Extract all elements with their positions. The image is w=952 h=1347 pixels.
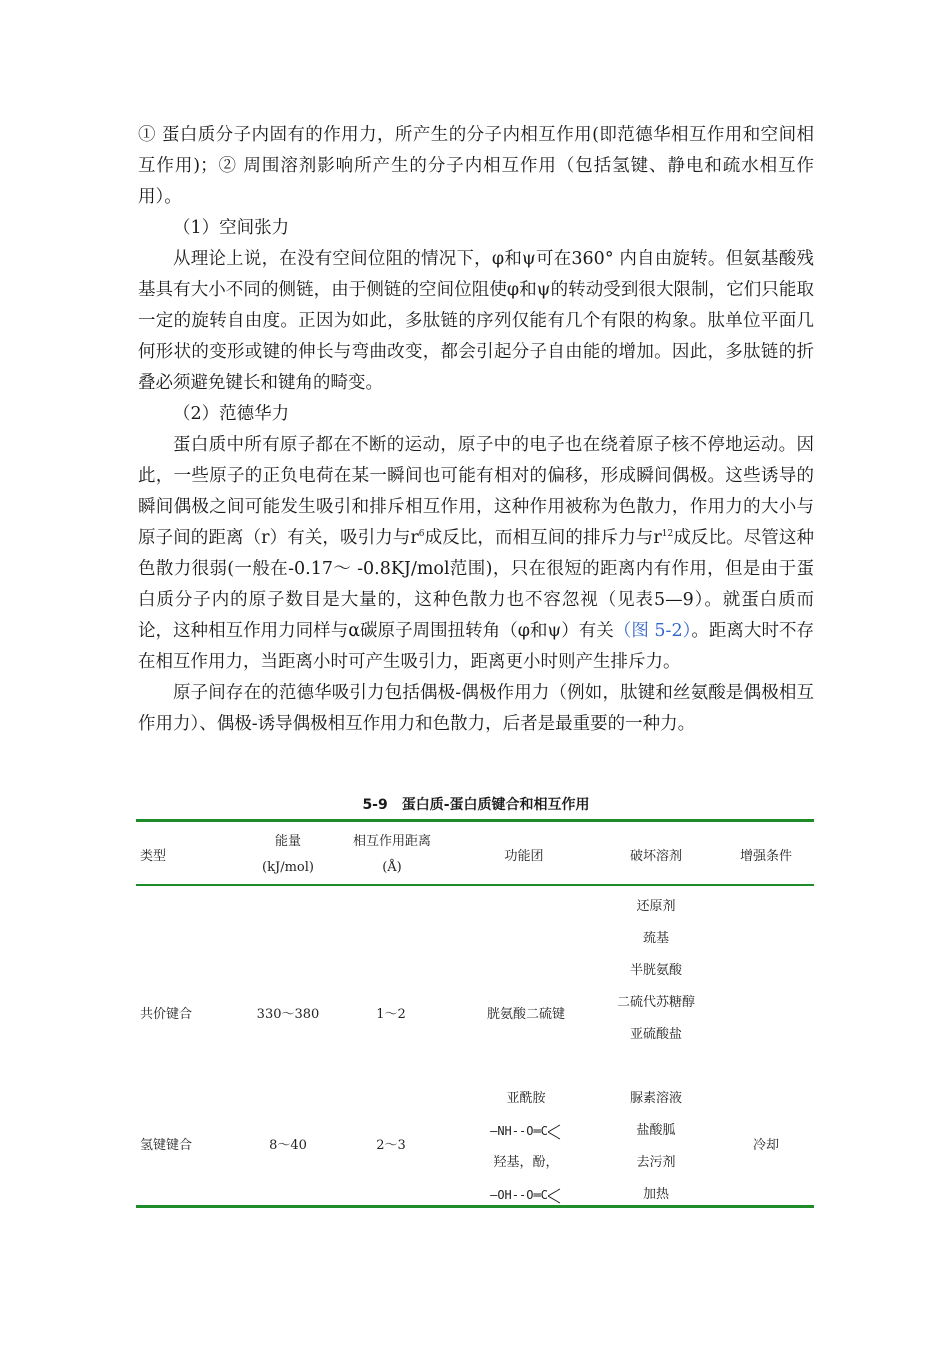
row-hbond-energy: 8～40 — [269, 1138, 307, 1153]
text-run: 成反比，而相互间的排斥力与r — [424, 528, 662, 548]
header-distance — [336, 829, 448, 881]
header-type: 类型 — [140, 849, 167, 864]
section-heading-vdw: （2）范德华力 — [173, 404, 290, 424]
header-energy — [248, 829, 328, 881]
paragraph-vdw-types: 原子间存在的范德华吸引力包括偶极-偶极作用力（例如，肽键和丝氨酸是偶极相互作用力）、偶极-诱导偶极相互作用力和色散力，后者是最重要的一种力。 — [138, 683, 814, 734]
row-covalent-group: 胱氨酸二硫键 — [486, 1007, 565, 1022]
table-caption: 5-9 蛋白质-蛋白质键合和相互作用 — [362, 797, 590, 813]
row-hbond-condition: 冷却 — [752, 1138, 779, 1153]
figure-link[interactable]: （图 5-2） — [613, 621, 692, 641]
document-body — [138, 120, 814, 740]
superscript: 6 — [418, 529, 425, 540]
paragraph-steric: 从理论上说，在没有空间位阻的情况下，φ和ψ可在360° 内自由旋转。但氨基酸残基具有大小不同的侧链，由于侧链的空间位阻使φ和ψ的转动受到很大限制，它们只能取一定的旋转自由度。正因为如此，多肽链的序列仅能有几个有限的构象。肽单位平面几何形状的变形或键的伸长与弯曲改变，都会引起分子自由能的增加。因此，多肽链的折叠必须避免键长和键角的畸变。 — [138, 249, 814, 393]
row-hbond-distance: 2～3 — [376, 1138, 406, 1153]
header-energy-unit: (kJ/mol) — [262, 860, 314, 875]
bond-branch-icon — [548, 1122, 562, 1142]
solvent-item: 亚硫酸盐 — [629, 1027, 682, 1042]
solvent-item: 半胱氨酸 — [629, 963, 682, 978]
paragraph-intro: ① 蛋白质分子内固有的作用力，所产生的分子内相互作用(即范德华相互作用和空间相互作用)；② 周围溶剂影响所产生的分子内相互作用（包括氢键、静电和疏水相互作用）。 — [138, 125, 814, 207]
group-formula: —OH--O═C — [490, 1188, 548, 1202]
header-condition: 增强条件 — [739, 849, 792, 864]
row-hbond-type: 氢键键合 — [140, 1138, 193, 1153]
bonding-table — [136, 819, 814, 1209]
solvent-item: 巯基 — [642, 931, 669, 946]
header-distance-label: 相互作用距离 — [352, 834, 431, 849]
solvent-item: 还原剂 — [636, 899, 676, 914]
group-structure-nh — [466, 1115, 586, 1147]
superscript: 12 — [661, 529, 674, 540]
solvent-item: 脲素溶液 — [629, 1091, 682, 1106]
paragraph-vdw — [138, 430, 814, 678]
group-item: 亚酰胺 — [506, 1091, 546, 1106]
group-structure-oh — [466, 1179, 586, 1211]
table-top-rule — [136, 819, 814, 822]
header-energy-label: 能量 — [274, 834, 301, 849]
row-covalent-distance: 1～2 — [376, 1007, 406, 1022]
group-formula: —NH--O═C — [490, 1124, 548, 1138]
row-covalent-energy: 330～380 — [256, 1007, 320, 1022]
solvent-item: 去污剂 — [636, 1155, 676, 1170]
solvent-item: 盐酸胍 — [636, 1123, 676, 1138]
header-group: 功能团 — [504, 849, 544, 864]
section-heading-steric: （1）空间张力 — [173, 218, 290, 238]
solvent-item: 加热 — [642, 1187, 669, 1202]
text-run: 。距离大时不存在相互作用力，当距离小时可产生吸引力，距离更小时则产生排斥力。 — [138, 621, 814, 672]
header-distance-unit: (Å) — [382, 860, 402, 875]
text-run: 成反比。尽管这种色散力很弱(一般在-0.17～ -0.8KJ/mol范围)，只在很短的距离内有作用，但是由于蛋白质分子内的原子数目是大量的，这种色散力也不容忽视（见表5—9）。就蛋白质而论，这种相互作用力同样与α碳原子周围扭转角（φ和ψ）有关 — [138, 528, 814, 641]
row-hbond-solvents — [606, 1083, 706, 1211]
row-hbond-groups — [466, 1083, 586, 1211]
text-run: 蛋白质中所有原子都在不断的运动，原子中的电子也在绕着原子核不停地运动。因此，一些原子的正负电荷在某一瞬间也可能有相对的偏移，形成瞬间偶极。这些诱导的瞬间偶极之间可能发生吸引和排斥相互作用，这种作用被称为色散力，作用力的大小与原子间的距离（r）有关，吸引力与r — [138, 435, 814, 548]
bond-branch-icon — [548, 1186, 562, 1206]
row-covalent-type: 共价键合 — [140, 1007, 193, 1022]
table-header-rule — [136, 884, 814, 886]
row-covalent-solvents — [606, 891, 706, 1051]
header-solvent: 破坏溶剂 — [629, 849, 682, 864]
solvent-item: 二硫代苏糖醇 — [616, 995, 695, 1010]
group-item: 羟基，酚， — [493, 1155, 559, 1170]
